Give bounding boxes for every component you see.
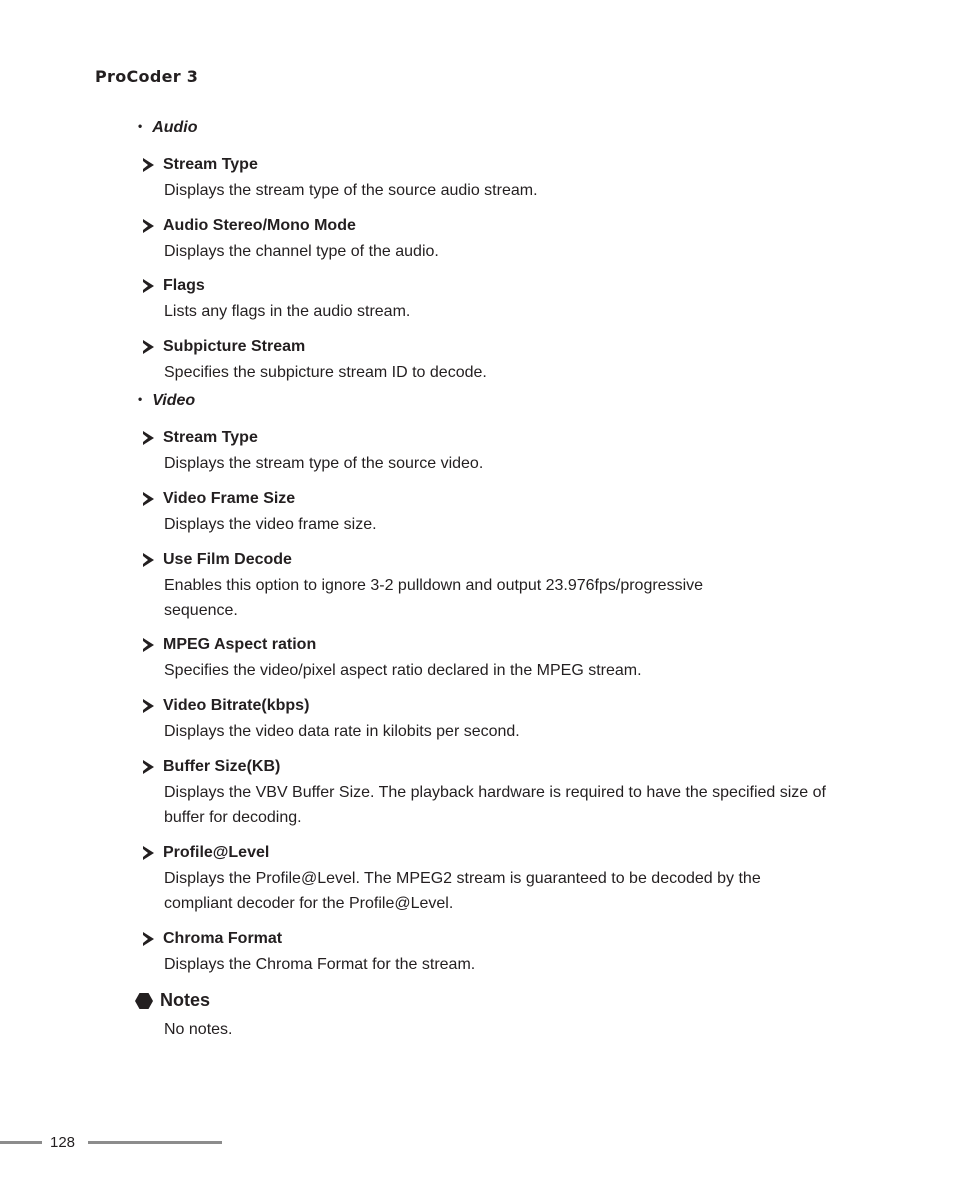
page-number: 128	[50, 1134, 76, 1151]
item-description: Displays the channel type of the audio.	[164, 243, 439, 260]
section-heading-video	[138, 392, 195, 410]
item-description: Displays the video data rate in kilobits per second.	[164, 723, 520, 740]
arrow-right-icon	[143, 279, 154, 293]
arrow-right-icon	[143, 760, 154, 774]
item-description: Specifies the video/pixel aspect ratio declared in the MPEG stream.	[164, 662, 642, 679]
page-header-title: ProCoder 3	[95, 67, 199, 86]
item-description: Displays the Chroma Format for the stream.	[164, 956, 476, 973]
footer-rule-left	[0, 1141, 42, 1144]
item-description: Displays the VBV Buffer Size. The playback hardware is required to have the specified size of buffer for decoding.	[164, 784, 826, 826]
list-item	[143, 694, 843, 744]
item-title: Video Frame Size	[163, 490, 296, 507]
item-title: Subpicture Stream	[163, 338, 306, 355]
item-title: Video Bitrate(kbps)	[163, 697, 310, 714]
arrow-right-icon	[143, 340, 154, 354]
item-description: Displays the Profile@Level. The MPEG2 stream is guaranteed to be decoded by the compliant decoder for the Profile@Level.	[164, 870, 761, 912]
list-item	[143, 755, 843, 830]
bullet-icon: •	[138, 119, 143, 133]
bullet-icon: •	[138, 392, 143, 406]
item-title: MPEG Aspect ration	[163, 636, 317, 653]
notes-heading	[135, 990, 210, 1011]
list-item	[143, 548, 843, 623]
notes-text: No notes.	[164, 1021, 233, 1038]
arrow-right-icon	[143, 492, 154, 506]
item-title: Profile@Level	[163, 844, 270, 861]
item-title: Audio Stereo/Mono Mode	[163, 217, 356, 234]
section-label: Video	[152, 392, 196, 409]
item-description: Displays the stream type of the source audio stream.	[164, 182, 538, 199]
notes-title: Notes	[160, 990, 211, 1010]
list-item	[143, 274, 843, 324]
arrow-right-icon	[143, 553, 154, 567]
arrow-right-icon	[143, 846, 154, 860]
list-item	[143, 335, 843, 385]
list-item	[143, 153, 843, 203]
item-description: Lists any flags in the audio stream.	[164, 303, 411, 320]
item-description: Specifies the subpicture stream ID to decode.	[164, 364, 487, 381]
item-description: Displays the stream type of the source video.	[164, 455, 484, 472]
item-title: Chroma Format	[163, 930, 283, 947]
item-description: Enables this option to ignore 3-2 pulldown and output 23.976fps/progressive sequence.	[164, 577, 704, 619]
item-title: Flags	[163, 277, 205, 294]
list-item	[143, 841, 843, 916]
section-label: Audio	[152, 119, 198, 136]
list-item	[143, 927, 843, 977]
arrow-right-icon	[143, 158, 154, 172]
item-title: Stream Type	[163, 429, 258, 446]
arrow-right-icon	[143, 932, 154, 946]
list-item	[143, 214, 843, 264]
list-item	[143, 487, 843, 537]
hexagon-icon	[135, 993, 153, 1009]
list-item	[143, 426, 843, 476]
arrow-right-icon	[143, 699, 154, 713]
item-description: Displays the video frame size.	[164, 516, 377, 533]
item-title: Buffer Size(KB)	[163, 758, 281, 775]
section-heading-audio	[138, 119, 198, 137]
arrow-right-icon	[143, 431, 154, 445]
arrow-right-icon	[143, 638, 154, 652]
arrow-right-icon	[143, 219, 154, 233]
item-title: Stream Type	[163, 156, 258, 173]
item-title: Use Film Decode	[163, 551, 292, 568]
footer-rule-right	[88, 1141, 222, 1144]
list-item	[143, 633, 843, 683]
